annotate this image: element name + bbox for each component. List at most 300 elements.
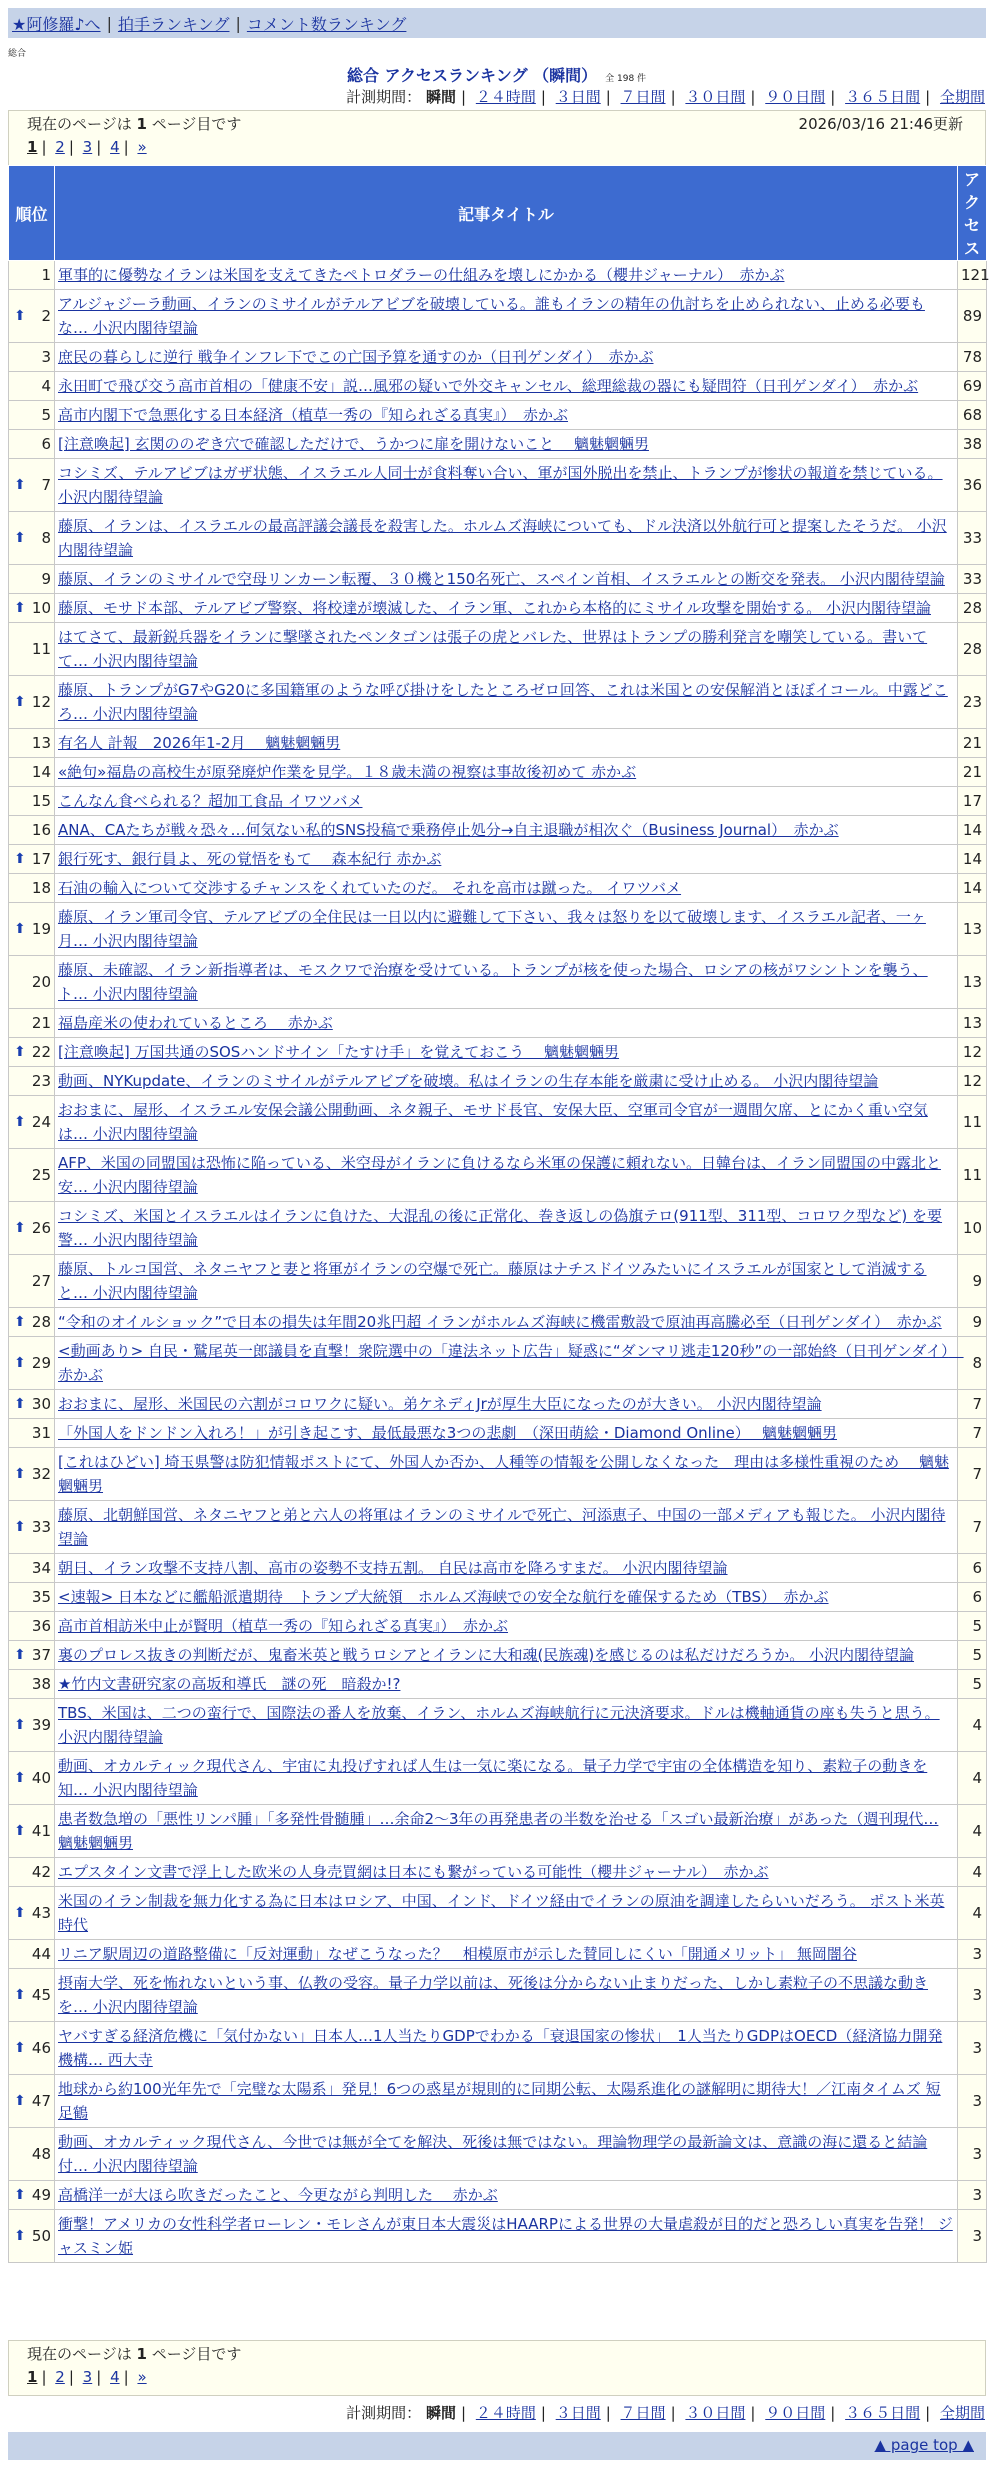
article-link[interactable]: こんなん食べられる？超加工食品 イワツバメ: [58, 792, 363, 810]
title-cell: [55, 1255, 958, 1308]
rank-up-arrow-icon: ⬆: [14, 1905, 26, 1921]
access-count: 4: [958, 1858, 987, 1887]
rank-number: 1: [41, 266, 51, 284]
rank-cell: [9, 1390, 55, 1419]
table-row: [9, 787, 987, 816]
access-count: 10: [958, 1202, 987, 1255]
rank-number: 8: [41, 529, 51, 547]
article-link[interactable]: [注意喚起] 玄関ののぞき穴で確認しただけで、うかつに扉を開けないこと 魑魅魍魎男: [58, 435, 649, 453]
article-link[interactable]: ANA、CAたちが戦々恐々…何気ない私的SNS投稿で乗務停止処分→自主退職が相次ぐ（Business Journal） 赤かぶ: [58, 821, 839, 839]
article-link[interactable]: コシミズ、米国とイスラエルはイランに負けた、大混乱の後に正常化、巻き返しの偽旗テロ(911型、311型、コロワク型など) を要警… 小沢内閣待望論: [58, 1207, 943, 1249]
article-link[interactable]: 動画、NYKupdate、イランのミサイルがテルアビブを破壊。私はイランの生存本能を厳粛に受け止める。 小沢内閣待望論: [58, 1072, 879, 1090]
article-link[interactable]: 藤原、北朝鮮国営、ネタニヤフと弟と六人の将軍はイランのミサイルで死亡、河添恵子、中国の一部メディアも報じた。 小沢内閣待望論: [58, 1506, 946, 1548]
updated-time: 2026/03/16 21:46更新: [798, 115, 963, 133]
access-count: 68: [958, 401, 987, 430]
table-row: [9, 372, 987, 401]
title-cell: [55, 1940, 958, 1969]
title-cell: [55, 1202, 958, 1255]
article-link[interactable]: はてさて、最新鋭兵器をイランに撃墜されたペンタゴンは張子の虎とバレた、世界はトランプの勝利発言を嘲笑している。書いてて… 小沢内閣待望論: [58, 628, 928, 670]
table-row: [9, 1887, 987, 1940]
rank-cell: [9, 343, 55, 372]
title-cell: [55, 1067, 958, 1096]
period-label: 計測期間：: [346, 2404, 422, 2422]
access-count: 3: [958, 2128, 987, 2181]
period-link[interactable]: ３日間: [555, 2404, 601, 2422]
table-row: [9, 1583, 987, 1612]
table-row: [9, 874, 987, 903]
access-count: 4: [958, 1699, 987, 1752]
title-cell: [55, 1554, 958, 1583]
rank-cell: [9, 1752, 55, 1805]
article-link[interactable]: 藤原、モサド本部、テルアビブ警察、将校達が壊滅した、イラン軍、これから本格的にミサイル攻撃を開始する。 小沢内閣待望論: [58, 599, 931, 617]
title-cell: [55, 2128, 958, 2181]
rank-cell: [9, 1641, 55, 1670]
title-cell: [55, 1501, 958, 1554]
rank-cell: [9, 2181, 55, 2210]
period-link[interactable]: ７日間: [620, 2404, 666, 2422]
rank-cell: [9, 956, 55, 1009]
page-link[interactable]: 4: [110, 2368, 120, 2386]
article-link[interactable]: «絶句»福島の高校生が原発廃炉作業を見学。１８歳未満の視察は事故後初めて 赤かぶ: [58, 763, 637, 781]
rank-number: 31: [31, 1424, 51, 1442]
article-link[interactable]: <速報> 日本などに艦船派遣期待 トランプ大統領 ホルムズ海峡での安全な航行を確保するため（TBS） 赤かぶ: [58, 1588, 829, 1606]
rank-cell: [9, 1699, 55, 1752]
page-link[interactable]: 3: [82, 2368, 93, 2386]
table-row: [9, 758, 987, 787]
table-row: [9, 459, 987, 512]
period-selector-bottom: 計測期間： 瞬間 | ２４時間 | ３日間 | ７日間 | ３０日間 | ９０日間 | ３６５日間 | 全期間: [346, 2404, 985, 2422]
access-count: 21: [958, 758, 987, 787]
rank-number: 7: [41, 476, 51, 494]
access-count: 3: [958, 2181, 987, 2210]
rank-cell: [9, 903, 55, 956]
rank-up-arrow-icon: ⬆: [14, 600, 26, 616]
rank-up-arrow-icon: ⬆: [14, 1717, 26, 1733]
rank-up-arrow-icon: ⬆: [14, 477, 26, 493]
article-link[interactable]: エプスタイン文書で浮上した欧米の人身売買網は日本にも繋がっている可能性（櫻井ジャーナル） 赤かぶ: [58, 1863, 769, 1881]
access-count: 7: [958, 1448, 987, 1501]
rank-number: 17: [31, 850, 51, 868]
page-link[interactable]: 2: [55, 2368, 65, 2386]
title-cell: [55, 1149, 958, 1202]
article-link[interactable]: 庶民の暮らしに逆行 戦争インフレ下でこの亡国予算を通すのか（日刊ゲンダイ） 赤かぶ: [58, 348, 654, 366]
current-page-text: 現在のページは 1 ページ目です: [27, 115, 242, 133]
rank-cell: [9, 816, 55, 845]
table-row: [9, 1554, 987, 1583]
rank-up-arrow-icon: ⬆: [14, 2093, 26, 2109]
title-header: 記事タイトル: [55, 166, 958, 261]
rank-cell: [9, 845, 55, 874]
access-count: 5: [958, 1670, 987, 1699]
rank-number: 13: [31, 734, 51, 752]
rank-cell: [9, 1067, 55, 1096]
access-count: 121: [958, 261, 987, 290]
access-count: 33: [958, 512, 987, 565]
period-selector-top: 計測期間： 瞬間 | ２４時間 | ３日間 | ７日間 | ３０日間 | ９０日間 | ３６５日間 | 全期間: [346, 88, 985, 106]
title-cell: [55, 1038, 958, 1067]
pagination: 1 | 2 | 3 | 4 | »: [27, 138, 147, 156]
article-link[interactable]: TBS、米国は、二つの蛮行で、国際法の番人を放棄、イラン、ホルムズ海峡航行に元決済要求。ドルは機軸通貨の座も失うと思う。 小沢内閣待望論: [58, 1704, 940, 1746]
rank-up-arrow-icon: ⬆: [14, 308, 26, 324]
table-row: [9, 956, 987, 1009]
article-link[interactable]: 藤原、イランのミサイルで空母リンカーン転覆、３０機と150名死亡、スペイン首相、イスラエルとの断交を発表。 小沢内閣待望論: [58, 570, 945, 588]
rank-cell: [9, 2210, 55, 2263]
article-link[interactable]: 軍事的に優勢なイランは米国を支えてきたペトロダラーの仕組みを壊しにかかる（櫻井ジャーナル） 赤かぶ: [58, 266, 785, 284]
table-row: [9, 261, 987, 290]
rank-cell: [9, 261, 55, 290]
access-count: 4: [958, 1752, 987, 1805]
rank-cell: [9, 1501, 55, 1554]
rank-cell: [9, 2128, 55, 2181]
rank-number: 43: [31, 1904, 51, 1922]
article-link[interactable]: ヤバすぎる経済危機に「気付かない」日本人…1人当たりGDPでわかる「衰退国家の惨状」 1人当たりGDPはOECD（経済協力開発機構… 西大寺: [58, 2027, 943, 2069]
divider: |: [106, 13, 112, 33]
table-row: [9, 2075, 987, 2128]
rank-cell: [9, 1969, 55, 2022]
period-link[interactable]: ３６５日間: [845, 88, 921, 106]
current-page-text: 現在のページは 1 ページ目です: [27, 2345, 242, 2363]
article-link[interactable]: 裏のプロレス抜きの判断だが、鬼畜米英と戦うロシアとイランに大和魂(民族魂)を感じるのは私だけだろうか。 小沢内閣待望論: [58, 1646, 915, 1664]
rank-number: 39: [31, 1716, 51, 1734]
access-count: 5: [958, 1612, 987, 1641]
access-count: 17: [958, 787, 987, 816]
access-count: 6: [958, 1583, 987, 1612]
title-cell: [55, 845, 958, 874]
table-row: [9, 1805, 987, 1858]
page-link[interactable]: 4: [110, 138, 120, 156]
article-link[interactable]: 高市首相訪米中止が賢明（植草一秀の『知られざる真実』） 赤かぶ: [58, 1617, 509, 1635]
table-row: [9, 1337, 987, 1390]
table-row: [9, 1501, 987, 1554]
rank-up-arrow-icon: ⬆: [14, 1396, 26, 1412]
page-current: 1: [27, 2368, 38, 2386]
article-link[interactable]: 藤原、トルコ国営、ネタニヤフと妻と将軍がイランの空爆で死亡。藤原はナチスドイツみたいにイスラエルが国家として消滅すると… 小沢内閣待望論: [58, 1260, 927, 1302]
rank-number: 21: [31, 1014, 51, 1032]
article-link[interactable]: ★竹内文書研究家の高坂和導氏 謎の死 暗殺か!?: [58, 1675, 401, 1693]
period-link[interactable]: ３日間: [555, 88, 601, 106]
rank-number: 28: [31, 1313, 51, 1331]
article-link[interactable]: 「外国人をドンドン入れろ！」が引き起こす、最低最悪な3つの悲劇 （深田萌絵・Diamond Online） 魑魅魍魎男: [58, 1424, 837, 1442]
table-row: [9, 1641, 987, 1670]
access-count: 12: [958, 1038, 987, 1067]
table-row: [9, 2210, 987, 2263]
period-link[interactable]: ９０日間: [765, 2404, 826, 2422]
access-count: 6: [958, 1554, 987, 1583]
title-cell: [55, 1887, 958, 1940]
rank-number: 23: [31, 1072, 51, 1090]
title-cell: [55, 1096, 958, 1149]
access-count: 7: [958, 1419, 987, 1448]
comment-ranking-link[interactable]: コメント数ランキング: [246, 14, 407, 34]
rank-cell: [9, 1255, 55, 1308]
table-row: [9, 2022, 987, 2075]
rank-cell: [9, 676, 55, 729]
access-count: 3: [958, 2075, 987, 2128]
article-link[interactable]: “令和のオイルショック”で日本の損失は年間20兆円超 イランがホルムズ海峡に機雷敷設で原油再高騰必至（日刊ゲンダイ） 赤かぶ: [58, 1313, 942, 1331]
table-row: [9, 903, 987, 956]
rank-number: 36: [31, 1617, 51, 1635]
period-link[interactable]: 全期間: [939, 88, 985, 106]
article-link[interactable]: 衝撃！アメリカの女性科学者ローレン・モレさんが東日本大震災はHAARPによる世界の大量虐殺が目的だと恐ろしい真実を告発！ ジャスミン姫: [58, 2215, 953, 2257]
article-link[interactable]: 高市内閣下で急悪化する日本経済（植草一秀の『知られざる真実』） 赤かぶ: [58, 406, 569, 424]
article-link[interactable]: 石油の輸入について交渉するチャンスをくれていたのだ。 それを高市は蹴った。 イワツバメ: [58, 879, 682, 897]
rank-number: 16: [31, 821, 51, 839]
article-link[interactable]: <動画あり> 自民・鷲尾英一郎議員を直撃！衆院選中の「違法ネット広告」疑惑に“ダンマリ逃走120秒”の一部始終（日刊ゲンダイ） 赤かぶ: [58, 1342, 964, 1384]
article-link[interactable]: 高橋洋一が大ほら吹きだったこと、今更ながら判明した 赤かぶ: [58, 2186, 498, 2204]
access-count: 14: [958, 874, 987, 903]
rank-up-arrow-icon: ⬆: [14, 1355, 26, 1371]
table-row: [9, 1202, 987, 1255]
table-row: [9, 401, 987, 430]
clap-ranking-link[interactable]: 拍手ランキング: [117, 14, 230, 34]
table-row: [9, 1612, 987, 1641]
title-cell: [55, 1641, 958, 1670]
article-link[interactable]: おおまに、屋形、米国民の六割がコロワクに疑い。弟ケネディJrが厚生大臣になったのが大きい。 小沢内閣待望論: [58, 1395, 822, 1413]
article-link[interactable]: 摂南大学、死を怖れないという事、仏教の受容。量子力学以前は、死後は分からない止まりだった、しかし素粒子の不思議な動きを… 小沢内閣待望論: [58, 1974, 929, 2016]
rank-number: 5: [41, 406, 51, 424]
title-cell: [55, 459, 958, 512]
period-link[interactable]: ９０日間: [765, 88, 826, 106]
table-row: [9, 2128, 987, 2181]
rank-number: 2: [41, 307, 51, 325]
access-count: 89: [958, 290, 987, 343]
rank-number: 35: [31, 1588, 51, 1606]
title-cell: [55, 874, 958, 903]
rank-number: 26: [31, 1219, 51, 1237]
title-cell: [55, 343, 958, 372]
title-cell: [55, 372, 958, 401]
access-count: 9: [958, 1308, 987, 1337]
article-link[interactable]: 朝日、イラン攻撃不支持八割、高市の姿勢不支持五割。 自民は高市を降ろすまだ。 小沢内閣待望論: [58, 1559, 728, 1577]
rank-up-arrow-icon: ⬆: [14, 1466, 26, 1482]
title-cell: [55, 1670, 958, 1699]
rank-cell: [9, 1337, 55, 1390]
rank-cell: [9, 1670, 55, 1699]
rank-cell: [9, 758, 55, 787]
article-link[interactable]: 有名人 計報 2026年1-2月 魑魅魍魎男: [58, 734, 341, 752]
access-count: 7: [958, 1390, 987, 1419]
table-row: [9, 1858, 987, 1887]
title-cell: [55, 512, 958, 565]
rank-up-arrow-icon: ⬆: [14, 694, 26, 710]
period-link[interactable]: 全期間: [939, 2404, 985, 2422]
page-top-link[interactable]: ▲ page top ▲: [874, 2436, 974, 2454]
rank-cell: [9, 565, 55, 594]
access-count: 3: [958, 1969, 987, 2022]
page-info-bottom: [8, 2340, 986, 2396]
rank-number: 41: [31, 1822, 51, 1840]
title-cell: [55, 1009, 958, 1038]
article-link[interactable]: 米国のイラン制裁を無力化する為に日本はロシア、中国、インド、ドイツ経由でイランの原油を調達したらいいだろう。 ポスト米英時代: [58, 1892, 945, 1934]
rank-cell: [9, 2075, 55, 2128]
period-link[interactable]: ３０日間: [685, 88, 746, 106]
rank-number: 29: [31, 1354, 51, 1372]
rank-cell: [9, 1308, 55, 1337]
access-count: 11: [958, 1149, 987, 1202]
rank-number: 49: [31, 2186, 51, 2204]
table-row: [9, 1255, 987, 1308]
title-cell: [55, 1699, 958, 1752]
article-link[interactable]: 福島産米の使われているところ 赤かぶ: [58, 1014, 333, 1032]
table-row: [9, 2181, 987, 2210]
category-label: 総合: [8, 49, 27, 59]
title-cell: [55, 2181, 958, 2210]
article-link[interactable]: 銀行死す、銀行員よ、死の覚悟をもて 森本紀行 赤かぶ: [58, 850, 442, 868]
rank-cell: [9, 372, 55, 401]
article-link[interactable]: アルジャジーラ動画、イランのミサイルがテルアビブを破壊している。誰もイランの精年の仇討ちを止められない、止める必要もな… 小沢内閣待望論: [58, 295, 925, 337]
title-cell: [55, 1390, 958, 1419]
table-row: [9, 1149, 987, 1202]
table-row: [9, 729, 987, 758]
title-cell: [55, 1969, 958, 2022]
rank-cell: [9, 874, 55, 903]
access-count: 78: [958, 343, 987, 372]
rank-number: 40: [31, 1769, 51, 1787]
page-link[interactable]: 2: [55, 138, 65, 156]
article-link[interactable]: 藤原、イランは、イスラエルの最高評議会議長を殺害した。ホルムズ海峡についても、ドル決済以外航行可と提案したそうだ。 小沢内閣待望論: [58, 517, 947, 559]
access-count: 9: [958, 1255, 987, 1308]
title-cell: [55, 401, 958, 430]
rank-cell: [9, 401, 55, 430]
page-title-line: [0, 63, 993, 86]
title-cell: [55, 2210, 958, 2263]
table-row: [9, 1670, 987, 1699]
access-count: 8: [958, 1337, 987, 1390]
access-count: 3: [958, 1940, 987, 1969]
article-link[interactable]: 藤原、トランプがG7やG20に多国籍軍のような呼び掛けをしたところゼロ回答、これは米国との安保解消とほぼイコール。中露どころ… 小沢内閣待望論: [58, 681, 948, 723]
pagination: 1 | 2 | 3 | 4 | »: [27, 2368, 147, 2386]
table-row: [9, 290, 987, 343]
article-link[interactable]: 地球から約100光年先で「完璧な太陽系」発見！6つの惑星が規則的に同期公転、太陽系進化の謎解明に期待大！／江南タイムズ 短足鶴: [58, 2080, 941, 2122]
rank-number: 4: [41, 377, 51, 395]
table-row: [9, 1699, 987, 1752]
rank-cell: [9, 1583, 55, 1612]
rank-cell: [9, 512, 55, 565]
article-link[interactable]: [これはひどい] 埼玉県警は防犯情報ポストにて、外国人か否か、人種等の情報を公開しなくなった 理由は多様性重視のため 魑魅魍魎男: [58, 1453, 949, 1495]
rank-up-arrow-icon: ⬆: [14, 1823, 26, 1839]
article-link[interactable]: リニア駅周辺の道路整備に「反対運動」なぜこうなった？ 相模原市が示した賛同しにくい「開通メリット」 無岡闇谷: [58, 1945, 857, 1963]
title-cell: [55, 290, 958, 343]
access-count: 3: [958, 2210, 987, 2263]
table-row: [9, 594, 987, 623]
period-label: 計測期間：: [346, 88, 422, 106]
access-count: 11: [958, 1096, 987, 1149]
title-cell: [55, 1448, 958, 1501]
title-cell: [55, 2022, 958, 2075]
rank-number: 11: [31, 640, 51, 658]
rank-cell: [9, 1096, 55, 1149]
rank-up-arrow-icon: ⬆: [14, 1114, 26, 1130]
title-cell: [55, 676, 958, 729]
table-row: [9, 1009, 987, 1038]
rank-cell: [9, 1009, 55, 1038]
rank-number: 19: [31, 920, 51, 938]
access-count: 38: [958, 430, 987, 459]
period-current: 瞬間: [425, 88, 456, 106]
rank-cell: [9, 623, 55, 676]
table-row: [9, 1969, 987, 2022]
item-count: 全 198 件: [605, 74, 647, 84]
bottom-bar: [8, 2432, 986, 2460]
access-count: 28: [958, 623, 987, 676]
article-link[interactable]: [注意喚起] 万国共通のSOSハンドサイン「たすけ手」を覚えておこう 魑魅魍魎男: [58, 1043, 620, 1061]
home-link[interactable]: ★阿修羅♪へ: [12, 14, 101, 34]
title-cell: [55, 2075, 958, 2128]
rank-number: 25: [31, 1166, 51, 1184]
rank-cell: [9, 459, 55, 512]
article-link[interactable]: 動画、オカルティック現代さん、宇宙に丸投げすれば人生は一気に楽になる。量子力学で宇宙の全体構造を知り、素粒子の動きを知… 小沢内閣待望論: [58, 1757, 928, 1799]
article-link[interactable]: 永田町で飛び交う高市首相の「健康不安」説…風邪の疑いで外交キャンセル、総理総裁の器にも疑問符（日刊ゲンダイ） 赤かぶ: [58, 377, 919, 395]
rank-number: 33: [31, 1518, 51, 1536]
article-link[interactable]: AFP、米国の同盟国は恐怖に陥っている、米空母がイランに負けるなら米軍の保護に頼れない。日韓台は、イラン同盟国の中露北と安… 小沢内閣待望論: [58, 1154, 941, 1196]
article-link[interactable]: 藤原、未確認、イラン新指導者は、モスクワで治療を受けている。トランプが核を使った場合、ロシアの核がワシントンを襲う、ト… 小沢内閣待望論: [58, 961, 928, 1003]
access-count: 33: [958, 565, 987, 594]
next-page-link[interactable]: »: [137, 138, 147, 156]
period-link[interactable]: ７日間: [620, 88, 666, 106]
article-link[interactable]: コシミズ、テルアビブはガザ状態、イスラエル人同士が食料奪い合い、軍が国外脱出を禁止、トランプが惨状の報道を禁じている。 小沢内閣待望論: [58, 464, 943, 506]
rank-up-arrow-icon: ⬆: [14, 851, 26, 867]
rank-up-arrow-icon: ⬆: [14, 1647, 26, 1663]
period-link[interactable]: ３６５日間: [845, 2404, 921, 2422]
rank-cell: [9, 1038, 55, 1067]
title-cell: [55, 729, 958, 758]
access-count: 5: [958, 1641, 987, 1670]
title-cell: [55, 816, 958, 845]
title-cell: [55, 758, 958, 787]
period-link[interactable]: ２４時間: [475, 88, 536, 106]
next-page-link[interactable]: »: [137, 2368, 147, 2386]
access-count: 13: [958, 903, 987, 956]
table-row: [9, 512, 987, 565]
access-count: 13: [958, 1009, 987, 1038]
table-row: [9, 1940, 987, 1969]
rank-number: 42: [31, 1863, 51, 1881]
rank-number: 44: [31, 1945, 51, 1963]
title-cell: [55, 903, 958, 956]
access-count: 13: [958, 956, 987, 1009]
table-row: [9, 1752, 987, 1805]
rank-number: 10: [31, 599, 51, 617]
article-link[interactable]: 患者数急増の「悪性リンパ腫」「多発性骨髄腫」…余命2～3年の再発患者の半数を治せる「スゴい最新治療」があった（週刊現代… 魑魅魍魎男: [58, 1810, 939, 1852]
access-count: 14: [958, 816, 987, 845]
access-count: 12: [958, 1067, 987, 1096]
title-cell: [55, 430, 958, 459]
title-cell: [55, 1752, 958, 1805]
rank-cell: [9, 1887, 55, 1940]
page-link[interactable]: 3: [82, 138, 93, 156]
article-link[interactable]: おおまに、屋形、イスラエル安保会議公開動画、ネタ親子、モサド長官、安保大臣、空軍司令官が一週間欠席、とにかく重い空気は… 小沢内閣待望論: [58, 1101, 928, 1143]
table-row: [9, 1038, 987, 1067]
title-cell: [55, 1419, 958, 1448]
rank-cell: [9, 1554, 55, 1583]
access-count: 23: [958, 676, 987, 729]
article-link[interactable]: 藤原、イラン軍司令官、テルアビブの全住民は一日以内に避難して下さい、我々は怒りを以て破壊します、イスラエル記者、一ヶ月… 小沢内閣待望論: [58, 908, 926, 950]
rank-cell: [9, 729, 55, 758]
top-nav: [8, 8, 986, 38]
rank-number: 9: [41, 570, 51, 588]
access-header: アクセス: [958, 166, 987, 261]
rank-cell: [9, 1419, 55, 1448]
period-link[interactable]: ３０日間: [685, 2404, 746, 2422]
rank-up-arrow-icon: ⬆: [14, 1770, 26, 1786]
rank-number: 27: [31, 1272, 51, 1290]
rank-number: 34: [31, 1559, 51, 1577]
article-link[interactable]: 動画、オカルティック現代さん、今世では無が全てを解決、死後は無ではない。理論物理学の最新論文は、意識の海に還ると結論付… 小沢内閣待望論: [58, 2133, 928, 2175]
period-link[interactable]: ２４時間: [475, 2404, 536, 2422]
table-row: [9, 623, 987, 676]
table-row: [9, 1308, 987, 1337]
access-count: 14: [958, 845, 987, 874]
